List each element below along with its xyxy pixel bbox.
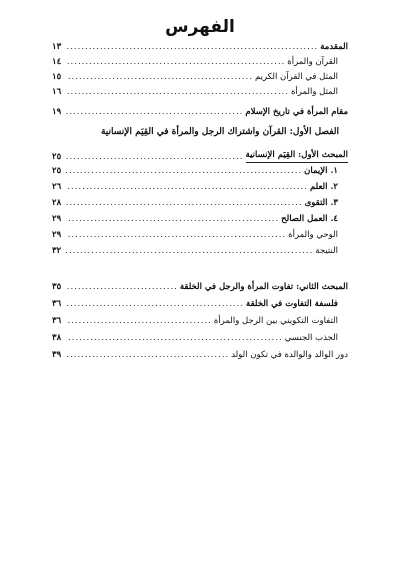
toc-entry-page: ١٦ <box>52 87 62 97</box>
toc-entry <box>52 72 338 83</box>
toc-entry-text: فلسفة التفاوت في الخلقة <box>246 299 338 309</box>
leader-dots <box>66 107 243 118</box>
toc-entry-text: النتيجة <box>315 246 338 256</box>
toc-entry-page: ٣٦ <box>52 299 62 309</box>
toc-entry <box>52 107 348 118</box>
leader-dots <box>66 42 318 53</box>
toc-entry-page: ١٤ <box>52 57 62 67</box>
toc-entry-page: ٣٨ <box>52 333 62 343</box>
toc-entry <box>52 282 348 293</box>
toc-entry-page: ٢٩ <box>52 230 62 240</box>
toc-entry <box>52 246 338 257</box>
leader-dots <box>66 282 178 293</box>
toc-entry <box>52 214 338 225</box>
leader-dots <box>66 230 286 241</box>
toc-entry <box>52 230 338 241</box>
toc-entry-text: ٤. العمل الصالح <box>281 214 338 224</box>
toc-entry <box>52 150 348 163</box>
toc-entry-text: مقام المرأة في تاريخ الإسلام <box>245 107 348 117</box>
toc-entry-text: ١. الإيمان <box>304 166 338 176</box>
toc-entry <box>52 166 338 177</box>
toc-entry <box>52 87 338 98</box>
toc-entry-text: المبحث الثاني: تفاوت المرأة والرجل في الخلقة <box>179 282 348 292</box>
toc-entry <box>52 198 338 209</box>
toc-entry-text: ٣. التقوى <box>304 198 338 208</box>
leader-dots <box>66 198 303 209</box>
toc-entry-page: ١٣ <box>52 42 62 52</box>
leader-dots <box>66 299 244 310</box>
leader-dots <box>66 57 285 68</box>
leader-dots <box>66 87 289 98</box>
toc-entry-page: ١٥ <box>52 72 62 82</box>
toc-entry-page: ٣٥ <box>52 282 62 292</box>
toc-entry <box>52 182 338 193</box>
toc-entry-text: دور الوالد والوالدة في تكون الولد <box>231 350 348 360</box>
chapter-heading: الفصل الأول: القرآن واشتراك الرجل والمرأة في القِيَم الإنسانية <box>100 127 339 137</box>
page-title: الفهرس <box>165 17 235 37</box>
toc-entry-text: المثل في القرآن الكريم <box>254 72 338 82</box>
leader-dots <box>66 166 302 177</box>
toc-entry-page: ١٩ <box>52 107 62 117</box>
toc-entry-page: ٢٥ <box>52 166 62 176</box>
toc-entry-text: القرآن والمرأة <box>287 57 338 67</box>
toc-entry-page: ٢٦ <box>52 182 62 192</box>
toc-entry-page: ٢٨ <box>52 198 62 208</box>
leader-dots <box>66 72 253 83</box>
leader-dots <box>66 333 283 344</box>
toc-entry-page: ٢٩ <box>52 214 62 224</box>
toc-entry-page: ٣٦ <box>52 316 62 326</box>
toc-entry-page: ٣٩ <box>52 350 62 360</box>
toc-entry <box>52 299 338 310</box>
toc-entry <box>52 350 348 361</box>
leader-dots <box>66 152 244 163</box>
toc-entry <box>52 316 338 327</box>
toc-entry-page: ٢٥ <box>52 152 62 162</box>
toc-entry-text: المبحث الأول: القِيَم الإنسانية <box>246 150 348 163</box>
leader-dots <box>66 214 279 225</box>
toc-entry-text: ٢. العلم <box>309 182 338 192</box>
toc-entry-text: المقدمة <box>320 42 348 52</box>
toc-entry-text: الجذب الجنسي <box>284 333 338 343</box>
leader-dots <box>66 182 308 193</box>
toc-entry-text: التفاوت التكويني بين الرجل والمرأة <box>213 316 338 326</box>
toc-entry-text: المثل والمرأة <box>290 87 338 97</box>
toc-entry <box>52 57 338 68</box>
toc-entry-text: الوحي والمرأة <box>288 230 338 240</box>
toc-entry-page: ٣٢ <box>52 246 62 256</box>
toc-entry <box>52 333 338 344</box>
leader-dots <box>66 350 229 361</box>
toc-entry <box>52 42 348 53</box>
leader-dots <box>66 246 313 257</box>
leader-dots <box>66 316 212 327</box>
